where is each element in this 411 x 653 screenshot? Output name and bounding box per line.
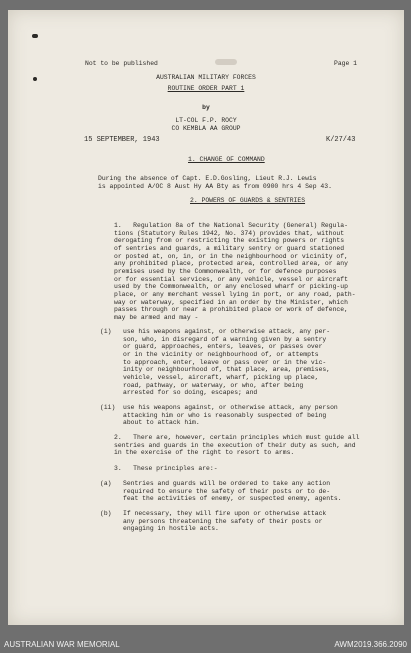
text-line: of sentries and guards, a military sentry or guard stationed [114, 244, 345, 252]
text-line: passes through or near a prohibited place or work of defence, [114, 306, 348, 314]
by-line: by [202, 104, 210, 111]
text-line: 3. These principles are:- [114, 465, 218, 472]
text-line: (i) use his weapons against, or otherwise attack, any per- [100, 328, 331, 335]
text-line: or guard, approaches, enters, leaves, or passes over [100, 343, 323, 351]
text-line: used by the Commonwealth, or any enclosed wharf or picking-up [114, 283, 348, 291]
archive-name: AUSTRALIAN WAR MEMORIAL [4, 640, 120, 649]
text-line: premises used by the Commonwealth, or for defence purposes [114, 267, 337, 275]
section-1-heading: 1. CHANGE OF COMMAND [188, 156, 265, 163]
text-line: attacking him or who is reasonably suspected of being [100, 411, 327, 419]
punch-mark [32, 34, 38, 38]
text-line: sentries and guards in the execution of their duty as such, and [114, 441, 356, 449]
commander-unit: CO KEMBLA AA GROUP [171, 125, 241, 132]
text-line: engaging in hostile acts. [100, 525, 219, 533]
publication-notice: Not to be published [85, 60, 158, 67]
commander-name: LT-COL F.P. ROCY [175, 117, 237, 124]
text-line: (ii) use his weapons against, or otherwise attack, any person [100, 404, 338, 411]
document-title: ROUTINE ORDER PART 1 [167, 85, 245, 92]
ink-smudge [215, 59, 237, 65]
centered-line: is appointed A/OC 8 Aust Hy AA Bty as from 0900 hrs 4 Sep 43. [98, 182, 332, 190]
archive-reference: AWM2019.366.2090 [334, 640, 407, 649]
order-date: 15 SEPTEMBER, 1943 [84, 136, 160, 144]
text-line: arrested for so doing, escapes; and [100, 389, 258, 397]
text-line: any prohibited place, protected area, controlled area, or any [114, 260, 348, 268]
text-line: about to attack him. [100, 419, 200, 427]
organization-title: AUSTRALIAN MILITARY FORCES [156, 74, 256, 81]
text-line: road, pathway, or waterway, or who, after being [100, 381, 304, 389]
text-line: to approach, enter, leave or pass over or in the vic- [100, 358, 327, 366]
section-2-heading: 2. POWERS OF GUARDS & SENTRIES [190, 197, 306, 204]
text-line: (a) Sentries and guards will be ordered to take any action [100, 480, 331, 487]
text-line: son, who, in disregard of a warning given by a sentry [100, 335, 327, 343]
text-line: 1. Regulation 8a of the National Security (General) Regula- [114, 222, 348, 229]
text-line: feat the activities of enemy, or suspected enemy, agents. [100, 495, 342, 503]
order-reference: K/27/43 [326, 136, 356, 144]
document-page [8, 10, 404, 625]
text-line: any persons threatening the safety of their posts or [100, 517, 323, 525]
centered-line: During the absence of Capt. E.D.Gosling, Lieut R.J. Lewis [98, 175, 317, 182]
text-line: 2. There are, however, certain principles which must guide all [114, 434, 360, 441]
text-line: or for essential services, or any vehicle, vessel or aircraft [114, 275, 348, 283]
text-line: tions (Statutory Rules 1942, No. 374) provides that, without [114, 229, 345, 237]
text-line: vehicle, vessel, aircraft, wharf, picking up place, [100, 373, 319, 381]
text-line: (b) If necessary, they will fire upon or otherwise attack [100, 510, 327, 517]
text-line: in the exercise of the right to resort to arms. [114, 449, 295, 457]
text-line: derogating from or restricting the existing powers or rights [114, 237, 345, 245]
text-line: or in the vicinity or neighbourhood of, or attempts [100, 350, 319, 358]
text-line: may be armed and may - [114, 313, 199, 321]
text-line: place, or any merchant vessel lying in port, or any road, path- [114, 290, 356, 298]
text-line: inity or neighbourhood of, that place, area, premises, [100, 366, 331, 374]
archive-footer [0, 637, 411, 653]
text-line: way or waterway, specified in an order by the Minister, which [114, 298, 348, 306]
page-number: Page 1 [334, 60, 358, 67]
text-line: required to ensure the safety of their posts or to de- [100, 487, 331, 495]
text-line: or posted at, on, in, or in the neighbourhood or vicinity of, [114, 252, 348, 260]
